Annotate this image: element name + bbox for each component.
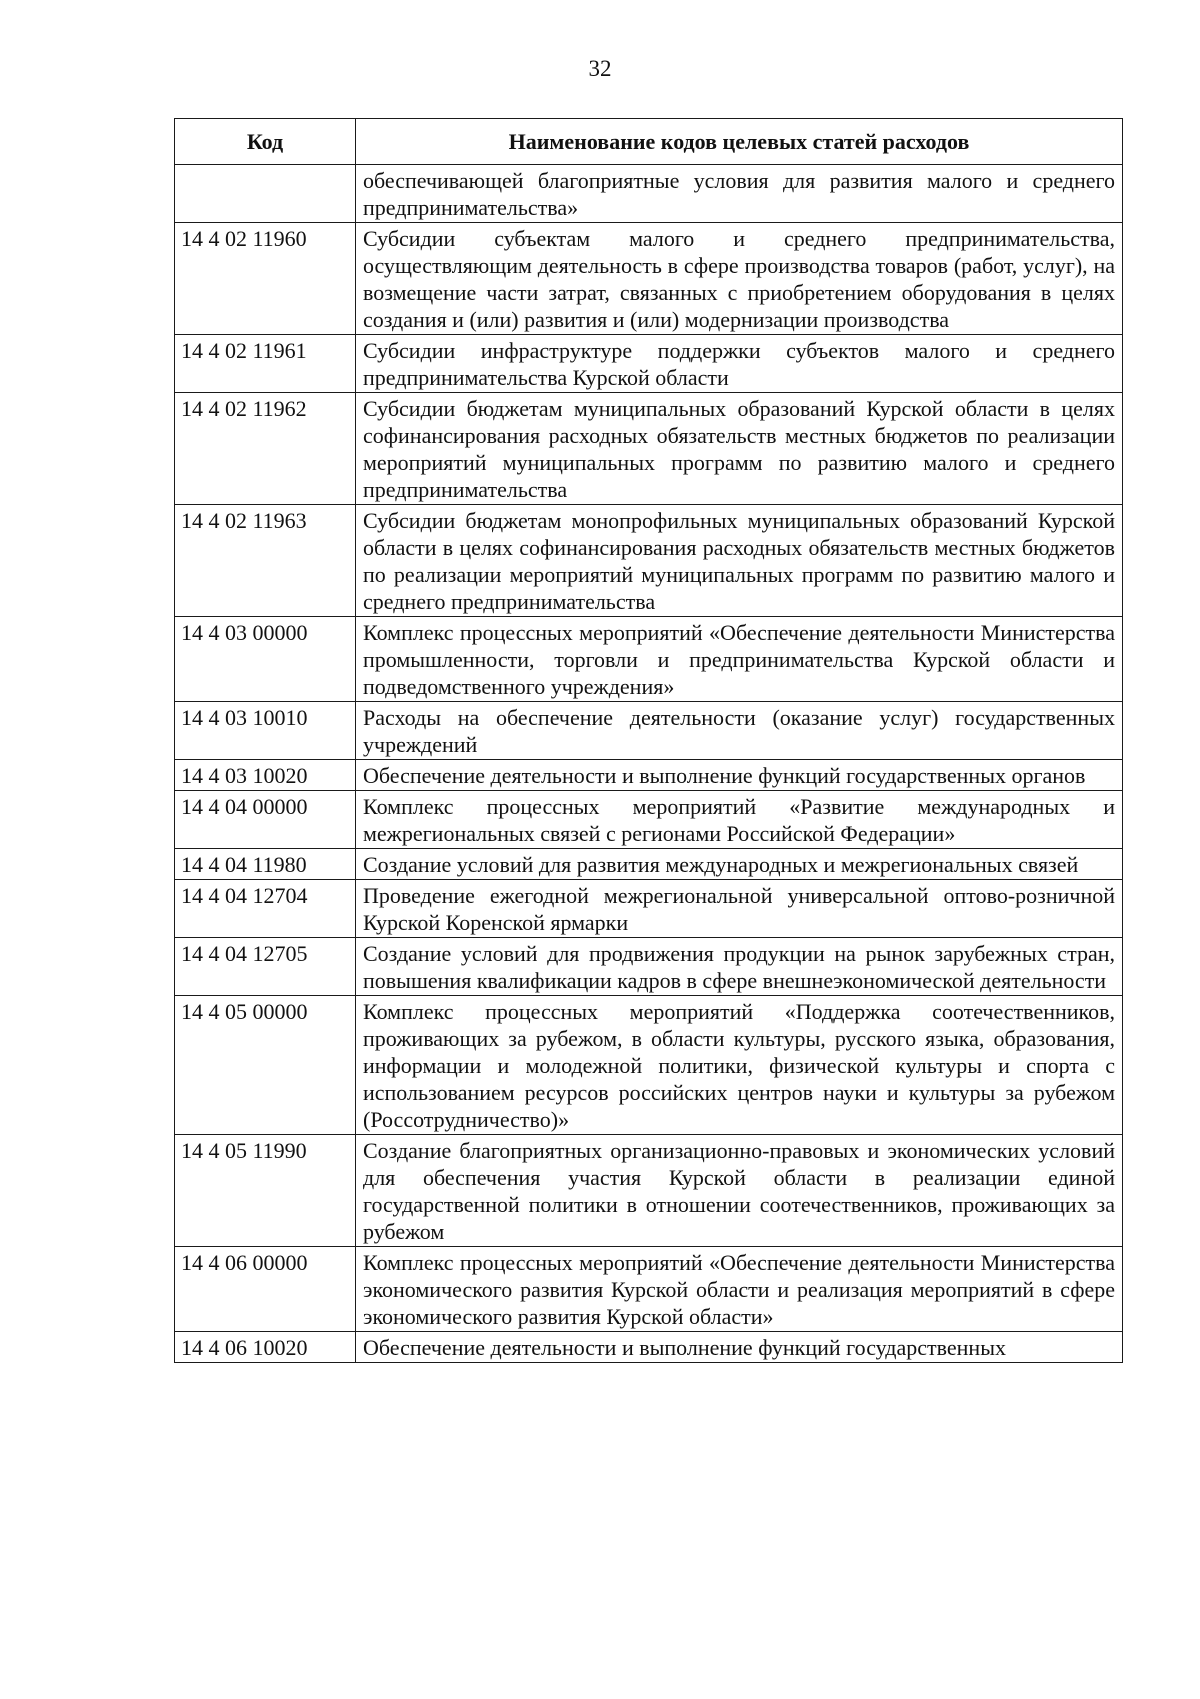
row-code: 14 4 06 00000	[175, 1247, 356, 1332]
row-name: Комплекс процессных мероприятий «Обеспечение деятельности Министерства промышленности, торговли и предпринимательства Курской области и подведомственного учреждения»	[356, 617, 1123, 702]
row-code: 14 4 05 00000	[175, 996, 356, 1135]
table-row	[175, 1247, 1123, 1332]
table-row	[175, 702, 1123, 760]
row-name: обеспечивающей благоприятные условия для развития малого и среднего предпринимательства»	[356, 165, 1123, 223]
row-code: 14 4 04 12705	[175, 938, 356, 996]
table-row	[175, 1332, 1123, 1363]
row-name: Обеспечение деятельности и выполнение функций государственных	[356, 1332, 1123, 1363]
row-name: Комплекс процессных мероприятий «Развитие международных и межрегиональных связей с регионами Российской Федерации»	[356, 791, 1123, 849]
table-row	[175, 165, 1123, 223]
row-code: 14 4 02 11960	[175, 223, 356, 335]
row-code: 14 4 03 10010	[175, 702, 356, 760]
row-name: Создание условий для развития международных и межрегиональных связей	[356, 849, 1123, 880]
row-name: Комплекс процессных мероприятий «Поддержка соотечественников, проживающих за рубежом, в области культуры, русского языка, образования, информации и молодежной политики, физической культуры и спорта с использованием ресурсов российских центров науки и культуры за рубежом (Россотрудничество)»	[356, 996, 1123, 1135]
table-row	[175, 505, 1123, 617]
row-name: Субсидии инфраструктуре поддержки субъектов малого и среднего предпринимательства Курской области	[356, 335, 1123, 393]
row-name: Создание условий для продвижения продукции на рынок зарубежных стран, повышения квалификации кадров в сфере внешнеэкономической деятельности	[356, 938, 1123, 996]
row-code: 14 4 03 10020	[175, 760, 356, 791]
row-name: Расходы на обеспечение деятельности (оказание услуг) государственных учреждений	[356, 702, 1123, 760]
row-name: Проведение ежегодной межрегиональной универсальной оптово-розничной Курской Коренской ярмарки	[356, 880, 1123, 938]
row-code: 14 4 04 11980	[175, 849, 356, 880]
table-row	[175, 760, 1123, 791]
table-row	[175, 223, 1123, 335]
row-code: 14 4 03 00000	[175, 617, 356, 702]
table-header-row	[175, 119, 1123, 165]
row-code: 14 4 04 12704	[175, 880, 356, 938]
table-row	[175, 335, 1123, 393]
row-code	[175, 165, 356, 223]
row-name: Субсидии бюджетам муниципальных образований Курской области в целях софинансирования расходных обязательств местных бюджетов по реализации мероприятий муниципальных программ по развитию малого и среднего предпринимательства	[356, 393, 1123, 505]
row-code: 14 4 05 11990	[175, 1135, 356, 1247]
row-name: Субсидии субъектам малого и среднего предпринимательства, осуществляющим деятельность в сфере производства товаров (работ, услуг), на возмещение части затрат, связанных с приобретением оборудования в целях создания и (или) развития и (или) модернизации производства	[356, 223, 1123, 335]
row-name: Субсидии бюджетам монопрофильных муниципальных образований Курской области в целях софинансирования расходных обязательств местных бюджетов по реализации мероприятий муниципальных программ по развитию малого и среднего предпринимательства	[356, 505, 1123, 617]
row-name: Обеспечение деятельности и выполнение функций государственных органов	[356, 760, 1123, 791]
table-body	[175, 165, 1123, 1363]
row-name: Комплекс процессных мероприятий «Обеспечение деятельности Министерства экономического развития Курской области и реализация мероприятий в сфере экономического развития Курской области»	[356, 1247, 1123, 1332]
row-code: 14 4 02 11961	[175, 335, 356, 393]
table-row	[175, 617, 1123, 702]
table-row	[175, 880, 1123, 938]
header-code: Код	[175, 119, 356, 165]
row-code: 14 4 02 11963	[175, 505, 356, 617]
row-code: 14 4 04 00000	[175, 791, 356, 849]
table-row	[175, 996, 1123, 1135]
table-row	[175, 791, 1123, 849]
row-name: Создание благоприятных организационно-правовых и экономических условий для обеспечения участия Курской области в реализации единой государственной политики в отношении соотечественников, проживающих за рубежом	[356, 1135, 1123, 1247]
page-number: 32	[588, 56, 612, 81]
target-articles-table	[174, 118, 1123, 1363]
row-code: 14 4 06 10020	[175, 1332, 356, 1363]
table-row	[175, 849, 1123, 880]
table-row	[175, 938, 1123, 996]
header-name: Наименование кодов целевых статей расходов	[356, 119, 1123, 165]
row-code: 14 4 02 11962	[175, 393, 356, 505]
table-row	[175, 1135, 1123, 1247]
table-row	[175, 393, 1123, 505]
